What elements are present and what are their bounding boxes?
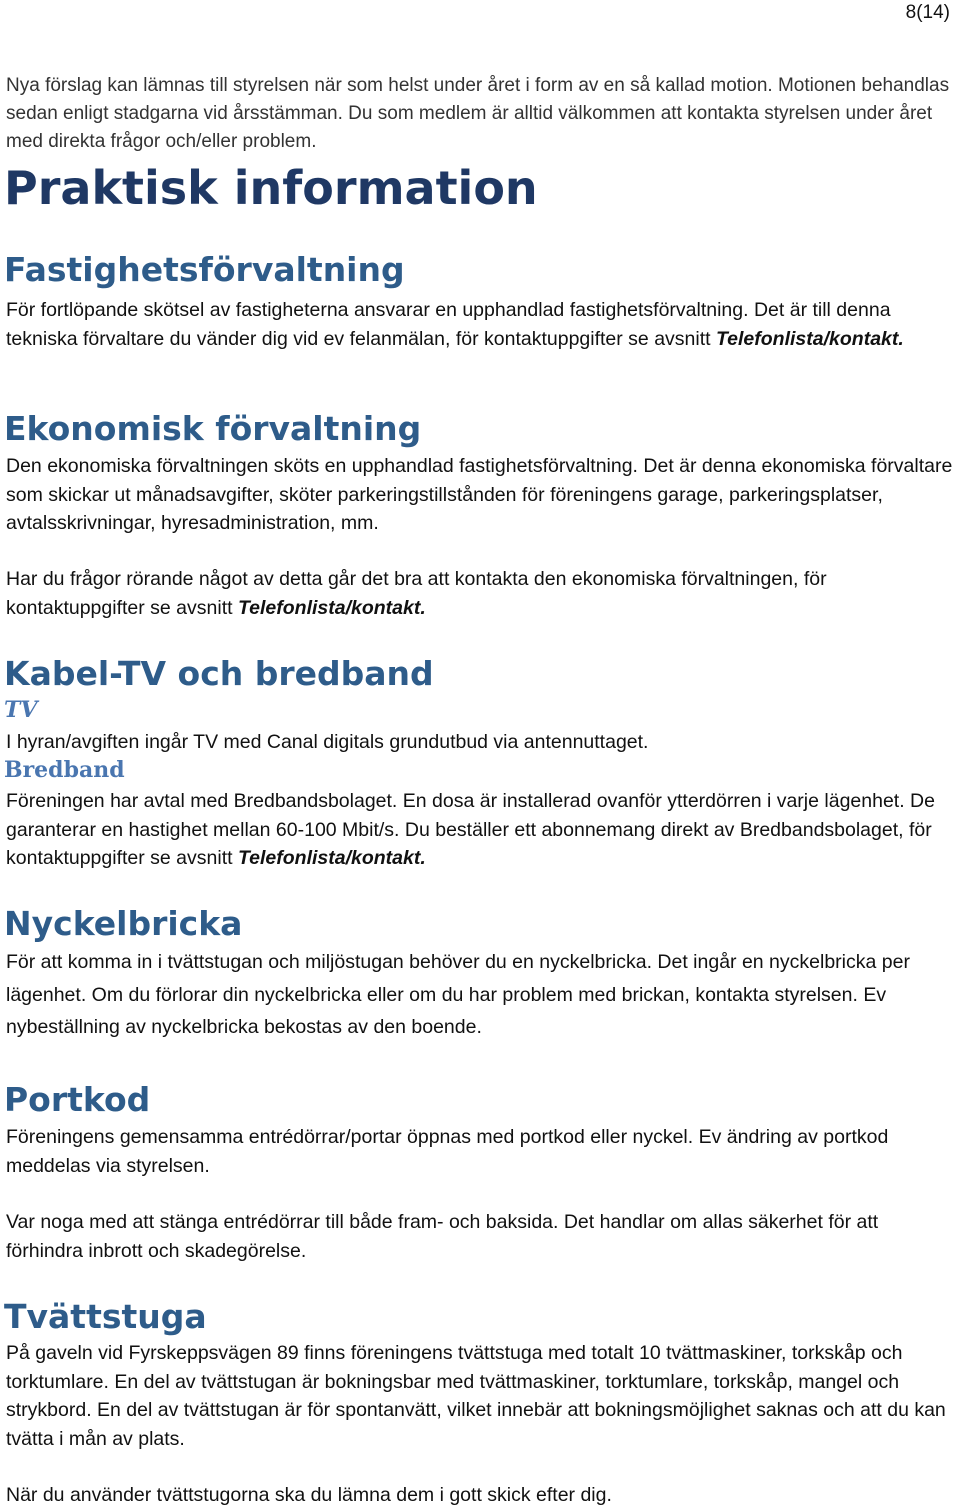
main-title: Praktisk information	[4, 161, 538, 215]
paragraph-nyckelbricka: För att komma in i tvättstugan och miljöstugan behöver du en nyckelbricka. Det ingår en nyckelbricka per lägenhet. Om du förlorar din nyckelbricka eller om du har problem med brickan, kontakta styrelsen. Ev nybeställning av nyckelbricka bekostas av den boende.	[6, 951, 910, 1038]
paragraph-text: Föreningen har avtal med Bredbandsbolaget. En dosa är installerad ovanför ytterdörren i varje lägenhet. De garanterar en hastighet mellan 60-100 Mbit/s. Du beställer ett abonnemang direkt av Bredbandsbolaget, för kontaktuppgifter se avsnitt	[6, 790, 935, 869]
heading-portkod: Portkod	[4, 1080, 151, 1119]
heading-fastighetsforvaltning: Fastighetsförvaltning	[4, 250, 405, 289]
paragraph-tvattstuga-2: När du använder tvättstugorna ska du lämna dem i gott skick efter dig.	[6, 1484, 612, 1506]
reference-telefonlista: Telefonlista/kontakt.	[237, 596, 426, 619]
paragraph-tvattstuga-1: På gaveln vid Fyrskeppsvägen 89 finns föreningens tvättstuga med totalt 10 tvättmaskiner, torkskåp och torktumlare. En del av tvättstugan är bokningsbar med tvättmaskiner, torktumlare, torkskåp, mangel och strykbord. En del av tvättstugan är för spontanvätt, vilket innebär att bokningsmöjlighet saknas och att du kan tvätta i mån av plats.	[6, 1342, 946, 1450]
paragraph-tv: I hyran/avgiften ingår TV med Canal digitals grundutbud via antennuttaget.	[6, 731, 649, 753]
heading-ekonomisk-forvaltning: Ekonomisk förvaltning	[4, 409, 422, 448]
heading-kabel-tv: Kabel-TV och bredband	[4, 654, 434, 693]
heading-tvattstuga: Tvättstuga	[4, 1297, 207, 1336]
paragraph-portkod-1: Föreningens gemensamma entrédörrar/portar öppnas med portkod eller nyckel. Ev ändring av portkod meddelas via styrelsen.	[6, 1126, 889, 1177]
paragraph-ekonomisk-1: Den ekonomiska förvaltningen sköts en upphandlad fastighetsförvaltning. Det är denna ekonomiska förvaltare som skickar ut månadsavgifter, sköter parkeringstillstånden för föreningens garage, parkeringsplatser, avtalsskrivningar, hyresadministration, mm.	[6, 455, 953, 534]
paragraph-portkod-2: Var noga med att stänga entrédörrar till både fram- och baksida. Det handlar om allas säkerhet för att förhindra inbrott och skadegörelse.	[6, 1211, 879, 1262]
paragraph-text: För fortlöpande skötsel av fastigheterna ansvarar en upphandlad fastighetsförvaltning. Det är till denna tekniska förvaltare du vänder dig vid ev felanmälan, för kontaktuppgifter se avsnitt	[6, 299, 891, 350]
page-number: 8(14)	[905, 2, 950, 23]
paragraph-bredband	[6, 787, 956, 873]
intro-paragraph: Nya förslag kan lämnas till styrelsen när som helst under året i form av en så kallad motion. Motionen behandlas sedan enligt stadgarna vid årsstämman. Du som medlem är alltid välkommen att kontakta styrelsen under året med direkta frågor och/eller problem.	[6, 75, 950, 152]
reference-telefonlista: Telefonlista/kontakt.	[237, 847, 426, 869]
heading-bredband: Bredband	[4, 757, 125, 783]
reference-telefonlista: Telefonlista/kontakt.	[715, 327, 904, 350]
heading-nyckelbricka: Nyckelbricka	[4, 904, 243, 943]
heading-tv: TV	[4, 697, 38, 723]
paragraph-ekonomisk-2	[6, 565, 956, 622]
paragraph-text: Har du frågor rörande något av detta går det bra att kontakta den ekonomiska förvaltningen, för kontaktuppgifter se avsnitt	[6, 568, 827, 619]
paragraph-fastighetsforvaltning	[6, 296, 956, 353]
